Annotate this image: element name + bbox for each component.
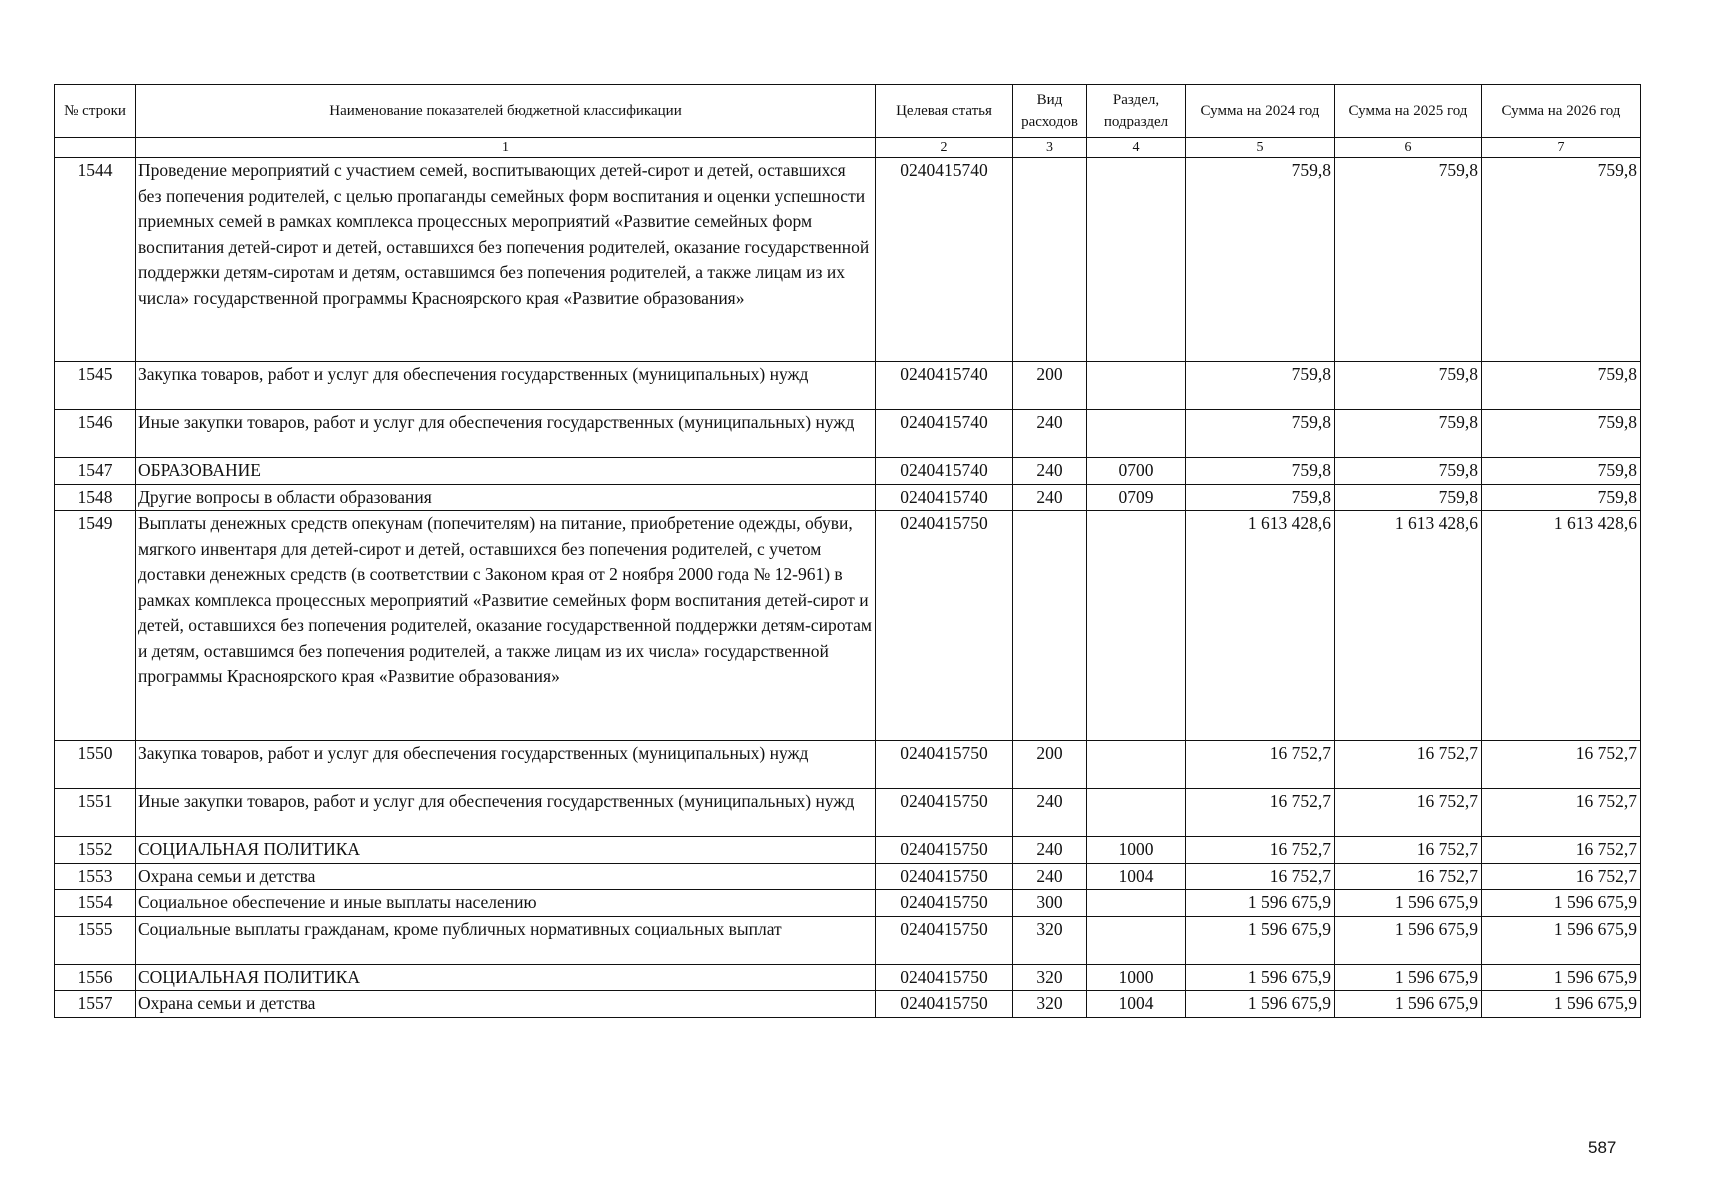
sum-2026: 16 752,7 (1482, 837, 1641, 864)
expense-type: 200 (1013, 362, 1087, 410)
indicator-name: Другие вопросы в области образования (136, 484, 876, 511)
expense-type: 240 (1013, 484, 1087, 511)
row-number: 1552 (55, 837, 136, 864)
section-code (1087, 158, 1186, 362)
expense-type (1013, 511, 1087, 741)
sum-2024: 759,8 (1186, 158, 1335, 362)
sum-2025: 759,8 (1335, 158, 1482, 362)
table-row (55, 837, 1641, 864)
target-article: 0240415750 (876, 789, 1013, 837)
indicator-name: Социальное обеспечение и иные выплаты населению (136, 890, 876, 917)
header-indicator-name: Наименование показателей бюджетной классификации (136, 85, 876, 138)
row-number: 1545 (55, 362, 136, 410)
target-article: 0240415750 (876, 991, 1013, 1018)
target-article: 0240415750 (876, 511, 1013, 741)
column-number: 5 (1186, 138, 1335, 158)
sum-2026: 1 596 675,9 (1482, 991, 1641, 1018)
row-number: 1553 (55, 863, 136, 890)
expense-type: 240 (1013, 837, 1087, 864)
table-header (55, 85, 1641, 158)
target-article: 0240415750 (876, 863, 1013, 890)
sum-2024: 1 596 675,9 (1186, 964, 1335, 991)
column-number: 7 (1482, 138, 1641, 158)
table-row (55, 789, 1641, 837)
sum-2025: 759,8 (1335, 410, 1482, 458)
indicator-name: Иные закупки товаров, работ и услуг для обеспечения государственных (муниципальных) нужд (136, 410, 876, 458)
sum-2025: 16 752,7 (1335, 741, 1482, 789)
indicator-name: СОЦИАЛЬНАЯ ПОЛИТИКА (136, 837, 876, 864)
sum-2024: 16 752,7 (1186, 789, 1335, 837)
table-row (55, 410, 1641, 458)
sum-2024: 16 752,7 (1186, 837, 1335, 864)
row-number: 1544 (55, 158, 136, 362)
column-number: 3 (1013, 138, 1087, 158)
column-number: 2 (876, 138, 1013, 158)
row-number: 1554 (55, 890, 136, 917)
sum-2024: 1 596 675,9 (1186, 890, 1335, 917)
expense-type: 240 (1013, 458, 1087, 485)
row-number: 1547 (55, 458, 136, 485)
row-number: 1548 (55, 484, 136, 511)
indicator-name: Иные закупки товаров, работ и услуг для обеспечения государственных (муниципальных) нужд (136, 789, 876, 837)
sum-2026: 1 596 675,9 (1482, 916, 1641, 964)
table-row (55, 741, 1641, 789)
sum-2024: 1 596 675,9 (1186, 916, 1335, 964)
column-number: 6 (1335, 138, 1482, 158)
table-row (55, 964, 1641, 991)
sum-2026: 1 596 675,9 (1482, 964, 1641, 991)
column-number: 4 (1087, 138, 1186, 158)
sum-2026: 759,8 (1482, 410, 1641, 458)
section-code (1087, 511, 1186, 741)
sum-2024: 1 613 428,6 (1186, 511, 1335, 741)
row-number: 1546 (55, 410, 136, 458)
section-code (1087, 890, 1186, 917)
table-row (55, 458, 1641, 485)
section-code: 0709 (1087, 484, 1186, 511)
sum-2026: 759,8 (1482, 484, 1641, 511)
target-article: 0240415740 (876, 458, 1013, 485)
sum-2025: 16 752,7 (1335, 789, 1482, 837)
sum-2026: 759,8 (1482, 158, 1641, 362)
expense-type: 200 (1013, 741, 1087, 789)
section-code: 1000 (1087, 964, 1186, 991)
target-article: 0240415750 (876, 964, 1013, 991)
indicator-name: Закупка товаров, работ и услуг для обеспечения государственных (муниципальных) нужд (136, 741, 876, 789)
table-row (55, 362, 1641, 410)
table-row (55, 158, 1641, 362)
sum-2026: 16 752,7 (1482, 789, 1641, 837)
expense-type (1013, 158, 1087, 362)
row-number: 1555 (55, 916, 136, 964)
table-row (55, 511, 1641, 741)
sum-2024: 759,8 (1186, 410, 1335, 458)
target-article: 0240415750 (876, 741, 1013, 789)
header-sum-2026: Сумма на 2026 год (1482, 85, 1641, 138)
target-article: 0240415750 (876, 916, 1013, 964)
expense-type: 320 (1013, 916, 1087, 964)
table-row (55, 863, 1641, 890)
sum-2026: 1 596 675,9 (1482, 890, 1641, 917)
sum-2026: 759,8 (1482, 362, 1641, 410)
row-number: 1549 (55, 511, 136, 741)
section-code: 0700 (1087, 458, 1186, 485)
section-code (1087, 916, 1186, 964)
sum-2025: 759,8 (1335, 362, 1482, 410)
column-number (55, 138, 136, 158)
expense-type: 240 (1013, 410, 1087, 458)
sum-2024: 1 596 675,9 (1186, 991, 1335, 1018)
column-number: 1 (136, 138, 876, 158)
sum-2025: 1 596 675,9 (1335, 964, 1482, 991)
table-row (55, 916, 1641, 964)
row-number: 1551 (55, 789, 136, 837)
indicator-name: Выплаты денежных средств опекунам (попечителям) на питание, приобретение одежды, обуви, мягкого инвентаря для детей-сирот и детей, оставшихся без попечения родителей, с учетом доставки денежных средств (в соответствии с Законом края от 2 ноября 2000 года № 12-961) в рамках комплекса процессных мероприятий «Развитие семейных форм воспитания детей-сирот и детей, оставшихся без попечения родителей, оказание государственной поддержки детям-сиротам и детям, оставшимся без попечения родителей, а также лицам из их числа» государственной программы Красноярского края «Развитие образования» (136, 511, 876, 741)
section-code (1087, 789, 1186, 837)
section-code: 1004 (1087, 863, 1186, 890)
sum-2026: 16 752,7 (1482, 863, 1641, 890)
sum-2025: 1 596 675,9 (1335, 916, 1482, 964)
target-article: 0240415750 (876, 890, 1013, 917)
header-section: Раздел, подраздел (1087, 85, 1186, 138)
expense-type: 320 (1013, 991, 1087, 1018)
sum-2024: 759,8 (1186, 362, 1335, 410)
table-body (55, 158, 1641, 1018)
expense-type: 300 (1013, 890, 1087, 917)
target-article: 0240415740 (876, 410, 1013, 458)
target-article: 0240415740 (876, 158, 1013, 362)
sum-2025: 759,8 (1335, 484, 1482, 511)
sum-2025: 16 752,7 (1335, 837, 1482, 864)
target-article: 0240415740 (876, 484, 1013, 511)
section-code (1087, 410, 1186, 458)
sum-2026: 16 752,7 (1482, 741, 1641, 789)
header-target-article: Целевая статья (876, 85, 1013, 138)
table-row (55, 484, 1641, 511)
sum-2025: 1 596 675,9 (1335, 890, 1482, 917)
section-code (1087, 741, 1186, 789)
sum-2026: 759,8 (1482, 458, 1641, 485)
header-expense-type: Вид расходов (1013, 85, 1087, 138)
table-row (55, 890, 1641, 917)
section-code: 1004 (1087, 991, 1186, 1018)
header-sum-2025: Сумма на 2025 год (1335, 85, 1482, 138)
header-row-number: № строки (55, 85, 136, 138)
sum-2024: 759,8 (1186, 484, 1335, 511)
indicator-name: Социальные выплаты гражданам, кроме публичных нормативных социальных выплат (136, 916, 876, 964)
budget-table (54, 84, 1641, 1018)
sum-2026: 1 613 428,6 (1482, 511, 1641, 741)
header-row (55, 85, 1641, 138)
indicator-name: ОБРАЗОВАНИЕ (136, 458, 876, 485)
sum-2025: 1 596 675,9 (1335, 991, 1482, 1018)
target-article: 0240415740 (876, 362, 1013, 410)
row-number: 1557 (55, 991, 136, 1018)
sum-2024: 16 752,7 (1186, 863, 1335, 890)
expense-type: 240 (1013, 863, 1087, 890)
column-numbers-row (55, 138, 1641, 158)
row-number: 1550 (55, 741, 136, 789)
sum-2025: 759,8 (1335, 458, 1482, 485)
expense-type: 240 (1013, 789, 1087, 837)
row-number: 1556 (55, 964, 136, 991)
header-sum-2024: Сумма на 2024 год (1186, 85, 1335, 138)
indicator-name: Закупка товаров, работ и услуг для обеспечения государственных (муниципальных) нужд (136, 362, 876, 410)
sum-2025: 16 752,7 (1335, 863, 1482, 890)
indicator-name: СОЦИАЛЬНАЯ ПОЛИТИКА (136, 964, 876, 991)
expense-type: 320 (1013, 964, 1087, 991)
page-number: 587 (1588, 1138, 1617, 1157)
section-code (1087, 362, 1186, 410)
indicator-name: Охрана семьи и детства (136, 863, 876, 890)
section-code: 1000 (1087, 837, 1186, 864)
indicator-name: Проведение мероприятий с участием семей, воспитывающих детей-сирот и детей, оставшихся без попечения родителей, с целью пропаганды семейных форм воспитания и оценки успешности приемных семей в рамках комплекса процессных мероприятий «Развитие семейных форм воспитания детей-сирот и детей, оставшихся без попечения родителей, оказание государственной поддержки детям-сиротам и детям, оставшимся без попечения родителей, а также лицам из их числа» государственной программы Красноярского края «Развитие образования» (136, 158, 876, 362)
table-row (55, 991, 1641, 1018)
sum-2024: 16 752,7 (1186, 741, 1335, 789)
sum-2025: 1 613 428,6 (1335, 511, 1482, 741)
indicator-name: Охрана семьи и детства (136, 991, 876, 1018)
target-article: 0240415750 (876, 837, 1013, 864)
sum-2024: 759,8 (1186, 458, 1335, 485)
